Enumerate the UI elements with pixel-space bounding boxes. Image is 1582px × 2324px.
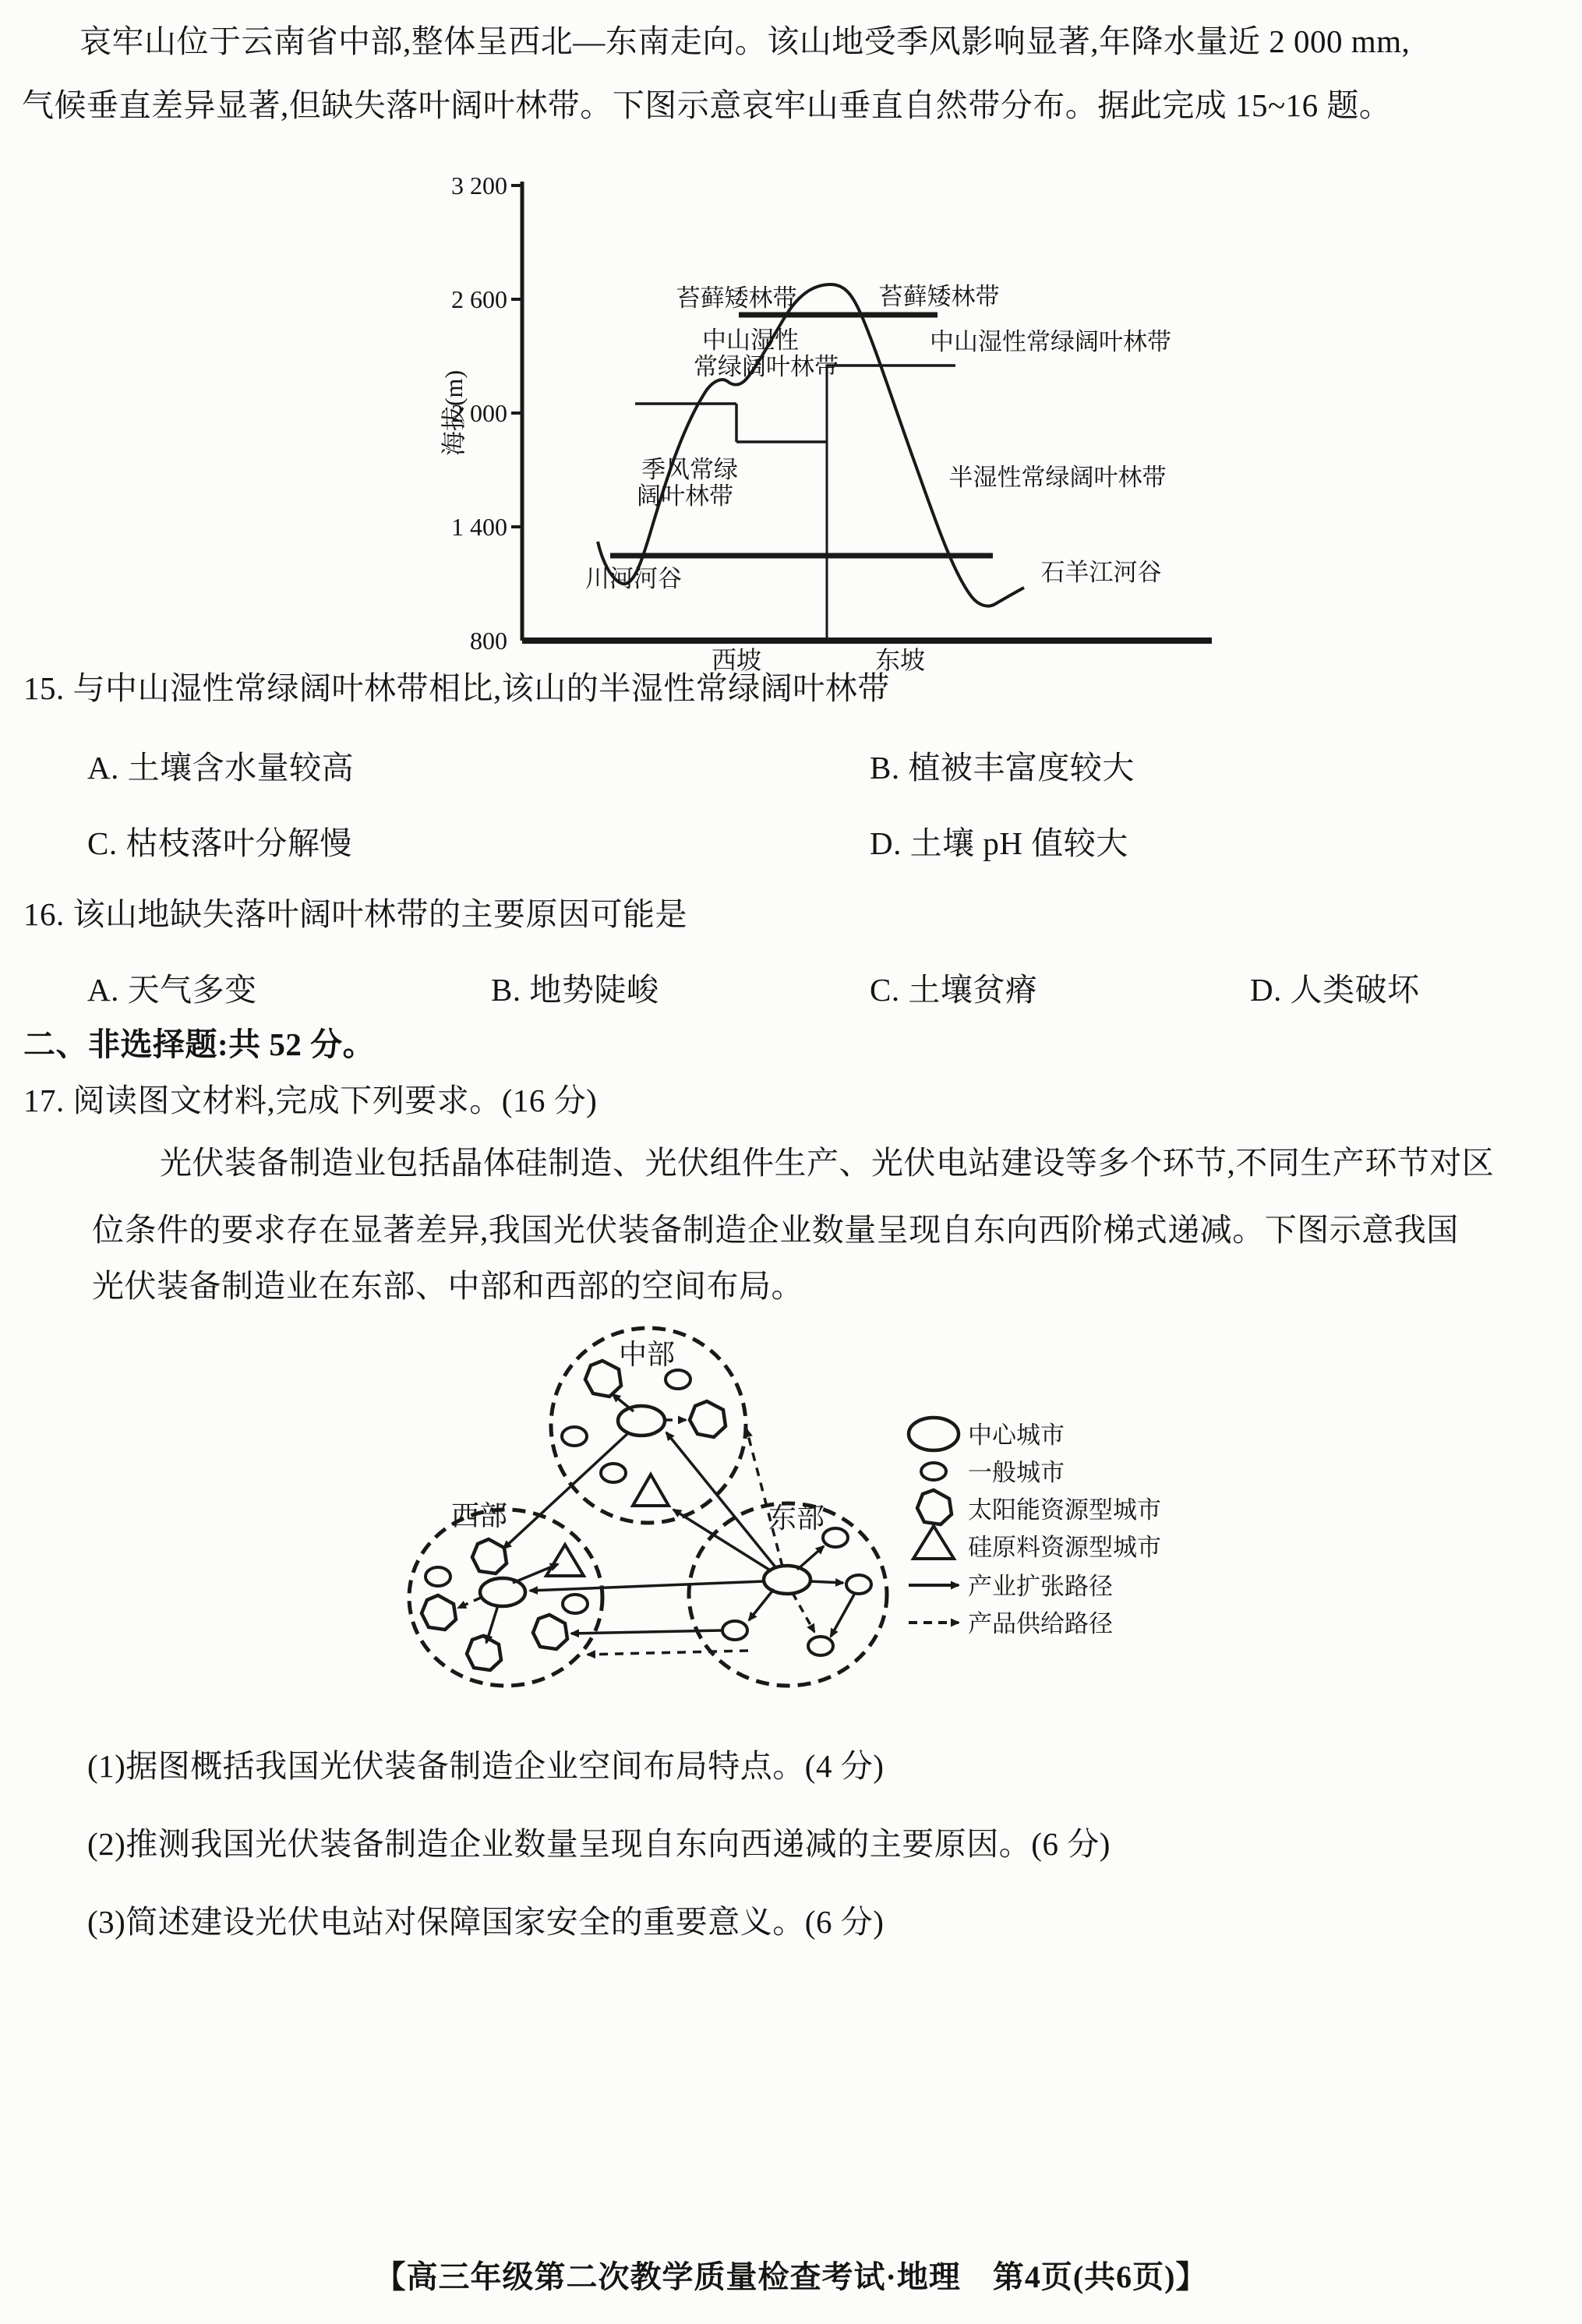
- dashed-arrow-east-center-to-city-s: [793, 1593, 814, 1632]
- q17-para-line-2: 位条件的要求存在显著差异,我国光伏装备制造企业数量呈现自东向西阶梯式递减。下图示意我国: [92, 1212, 1459, 1248]
- legend-solar-city-icon: [917, 1490, 952, 1524]
- ordinary-city: [562, 1427, 587, 1446]
- ordinary-city: [808, 1637, 833, 1655]
- arrow-central-to-west-hexagon: [503, 1432, 629, 1549]
- zone-label-midwet-west-1: 中山湿性: [702, 327, 799, 354]
- ordinary-city: [666, 1370, 690, 1389]
- ytick-label: 2 000: [451, 399, 507, 427]
- ordinary-city: [846, 1575, 871, 1594]
- q16-option-b: B. 地势陡峻: [491, 972, 659, 1008]
- zone-label-midwet-east: 中山湿性常绿阔叶林带: [930, 328, 1171, 355]
- dashed-arrow-west-center-to-solar-city: [458, 1598, 481, 1608]
- ytick-label: 1 400: [451, 513, 507, 541]
- valley-label-east: 石羊江河谷: [1040, 559, 1162, 586]
- ordinary-city: [563, 1595, 588, 1613]
- ytick-label: 800: [470, 627, 507, 655]
- legend-label: 产业扩张路径: [968, 1573, 1113, 1600]
- legend-label: 硅原料资源型城市: [968, 1534, 1161, 1561]
- legend-label: 太阳能资源型城市: [968, 1496, 1161, 1524]
- section-2-header: 二、非选择题:共 52 分。: [23, 1026, 376, 1062]
- intro-line-2: 气候垂直差异显著,但缺失落叶阔叶林带。下图示意哀牢山垂直自然带分布。据此完成 15~16 题。: [22, 87, 1392, 123]
- q17-para-line-3: 光伏装备制造业在东部、中部和西部的空间布局。: [92, 1268, 803, 1304]
- valley-label-west: 川河河谷: [585, 565, 682, 592]
- arrow-east-to-west-center: [530, 1581, 765, 1591]
- ordinary-city: [426, 1567, 450, 1586]
- q15-option-a: A. 土壤含水量较高: [87, 750, 355, 786]
- ytick-label: 2 600: [451, 285, 507, 313]
- zone-label-moss-east: 苔藓矮林带: [878, 283, 1000, 310]
- arrow-east-center-to-city-sw: [749, 1589, 774, 1620]
- ordinary-city: [722, 1621, 747, 1640]
- arrow-east-center-to-city-ne: [797, 1546, 824, 1570]
- q17-sub-1: (1)据图概括我国光伏装备制造企业空间布局特点。(4 分): [87, 1748, 885, 1784]
- y-axis-title: 海拔(m): [440, 369, 468, 457]
- legend-label: 一般城市: [968, 1459, 1065, 1486]
- zone-label-moss-west: 苔藓矮林带: [676, 284, 797, 312]
- dashed-arrow-east-to-west-region: [588, 1651, 748, 1655]
- q15-option-d: D. 土壤 pH 值较大: [870, 825, 1128, 861]
- triangle-silicon-city: [546, 1545, 584, 1576]
- hexagon-solar-city: [467, 1636, 501, 1670]
- slope-label-west: 西坡: [711, 646, 762, 674]
- central-city: [480, 1578, 525, 1606]
- ordinary-city: [601, 1464, 626, 1482]
- q17-sub-3: (3)简述建设光伏电站对保障国家安全的重要意义。(6 分): [87, 1904, 885, 1940]
- legend-ordinary-city-icon: [921, 1463, 946, 1480]
- q16-option-a: A. 天气多变: [87, 972, 257, 1008]
- legend-label: 中心城市: [968, 1422, 1065, 1449]
- region-west-ellipse: [409, 1510, 602, 1686]
- arrow-east-center-to-city-e: [810, 1581, 843, 1583]
- zone-label-monsoon-2: 阔叶林带: [637, 482, 733, 510]
- q17-stem: 17. 阅读图文材料,完成下列要求。(16 分): [23, 1083, 598, 1118]
- pv-industry-layout-diagram: [405, 1319, 1216, 1747]
- central-city: [618, 1406, 665, 1436]
- hexagon-solar-city: [533, 1615, 567, 1649]
- legend-central-city-icon: [909, 1418, 959, 1450]
- q15-stem: 15. 与中山湿性常绿阔叶林带相比,该山的半湿性常绿阔叶林带: [23, 670, 890, 706]
- central-city: [764, 1566, 810, 1594]
- arrow-east-city-to-city-s: [831, 1595, 854, 1637]
- zone-label-monsoon-1: 季风常绿: [641, 456, 738, 483]
- legend-silicon-city-icon: [913, 1526, 954, 1559]
- triangle-silicon-city: [633, 1475, 669, 1506]
- slope-label-east: 东坡: [874, 646, 926, 674]
- q15-option-c: C. 枯枝落叶分解慢: [87, 825, 352, 861]
- region-label-west: 西部: [450, 1500, 508, 1531]
- q16-option-d: D. 人类破坏: [1250, 972, 1420, 1008]
- hexagon-solar-city: [472, 1539, 507, 1573]
- mountain-zone-chart: [433, 144, 1216, 674]
- hexagon-solar-city: [585, 1361, 621, 1397]
- zone-label-semihumid-east: 半湿性常绿阔叶林带: [948, 464, 1167, 491]
- page-footer: 【高三年级第二次教学质量检查考试·地理 第4页(共6页)】: [374, 2259, 1208, 2294]
- region-label-central: 中部: [618, 1339, 676, 1370]
- legend-label: 产品供给路径: [968, 1610, 1113, 1637]
- ytick-label: 3 200: [451, 171, 507, 200]
- intro-line-1: 哀牢山位于云南省中部,整体呈西北—东南走向。该山地受季风影响显著,年降水量近 2 000 mm,: [79, 23, 1411, 59]
- arrow-east-to-central-triangle: [673, 1510, 772, 1571]
- ordinary-city: [823, 1528, 848, 1547]
- q16-option-c: C. 土壤贫瘠: [870, 972, 1038, 1008]
- hexagon-solar-city: [690, 1401, 726, 1437]
- hexagon-solar-city: [422, 1595, 456, 1630]
- q17-sub-2: (2)推测我国光伏装备制造企业数量呈现自东向西递减的主要原因。(6 分): [87, 1826, 1111, 1862]
- region-label-east: 东部: [768, 1503, 825, 1534]
- dashed-arrow-east-to-central-region: [747, 1429, 782, 1566]
- q16-stem: 16. 该山地缺失落叶阔叶林带的主要原因可能是: [23, 896, 687, 932]
- q15-option-b: B. 植被丰富度较大: [870, 750, 1135, 786]
- arrow-east-to-central-center: [666, 1432, 776, 1568]
- q17-para-line-1: 光伏装备制造业包括晶体硅制造、光伏组件生产、光伏电站建设等多个环节,不同生产环节对区: [160, 1145, 1495, 1181]
- zone-label-midwet-west-2: 常绿阔叶林带: [694, 353, 839, 380]
